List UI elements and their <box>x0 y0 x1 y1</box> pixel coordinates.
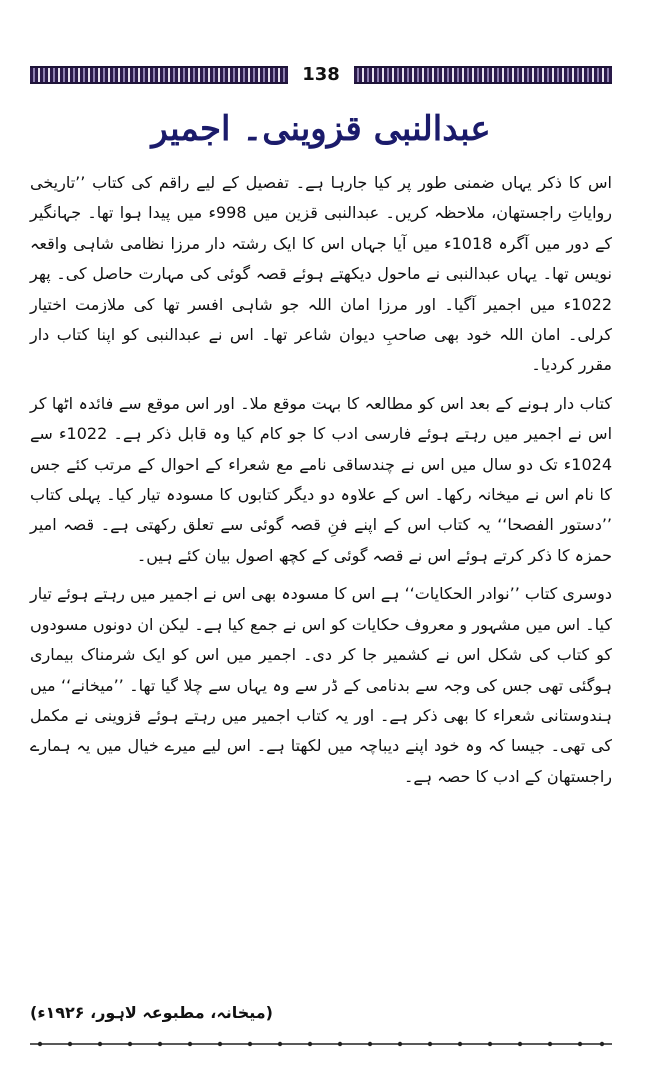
body-text <box>30 168 612 792</box>
ornament-band-left <box>30 66 288 84</box>
paragraph: دوسری کتاب ’’نوادر الحکایات‘‘ ہے اس کا مسودہ بھی اس نے اجمیر میں رہتے ہوئے تیار کیا۔ اس میں مشہور و معروف حکایات کو اس نے جمع کیا ہے۔ لیکن ان دونوں مسودوں کو کتاب کی شکل اس نے کشمیر جا کر دی۔ اجمیر میں اس کو ایک شرمناک بیماری ہوگئی تھی جس کی وجہ سے بدنامی کے ڈر سے وہ یہاں سے چلا گیا تھا۔ ’’میخانے‘‘ میں ہندوستانی شعراء کا بھی ذکر ہے۔ اور یہ کتاب اجمیر میں رہتے ہوئے قزوینی نے مکمل کی تھی۔ جیسا کہ وہ خود اپنے دیباچہ میں لکھتا ہے۔ اس لیے میرے خیال میں یہ ہمارے راجستھان کے ادب کا حصہ ہے۔ <box>30 584 612 786</box>
page-number: 138 <box>302 64 340 85</box>
ornament-band-right <box>354 66 612 84</box>
chapter-title: عبدالنبی قزوینی۔ اجمیر <box>151 109 491 149</box>
footer-ornament-rule <box>30 1040 612 1048</box>
page-header <box>30 62 612 88</box>
paragraph: اس کا ذکر یہاں ضمنی طور پر کیا جارہا ہے۔ تفصیل کے لیے راقم کی کتاب ’’تاریخی روایاتِ راجستھان، ملاحظہ کریں۔ عبدالنبی قزین میں 998ء میں پیدا ہوا تھا۔ جہانگیر کے دور میں آگرہ 1018ء میں آیا جہاں اس کا ایک رشتہ دار مرزا نظامی شاہی واقعہ نویس تھا۔ یہاں عبدالنبی نے ماحول دیکھتے ہوئے قصہ گوئی کی مہارت حاصل کی۔ پھر 1022ء میں اجمیر آگیا۔ اور مرزا امان اللہ جو شاہی افسر تھا کی ملازمت اختیار کرلی۔ امان اللہ خود بھی صاحبِ دیوان شاعر تھا۔ اس نے عبدالنبی کو اپنا کتاب دار مقرر کردیا۔ <box>30 173 613 375</box>
paragraph: کتاب دار ہونے کے بعد اس کو مطالعہ کا بہت موقع ملا۔ اور اس موقع سے فائدہ اٹھا کر اس نے اجمیر میں رہتے ہوئے فارسی ادب کا جو کام کیا وہ قابل ذکر ہے۔ 1022ء سے 1024ء تک دو سال میں اس نے چندساقی نامے مع شعراء کے احوال کے مرتب کئے جس کا نام اس نے میخانہ رکھا۔ اس کے علاوہ دو دیگر کتابوں کا مسودہ تیار کیا۔ پہلی کتاب ’’دستور الفصحا‘‘ یہ کتاب اس کے اپنے فنِ قصہ گوئی سے تعلق رکھتی ہے۔ قصہ امیر حمزہ کا ذکر کرتے ہوئے اس نے قصہ گوئی کے کچھ اصول بیان کئے ہیں۔ <box>30 393 613 565</box>
source-citation: (میخانہ، مطبوعہ لاہور، ۱۹۲۶ء) <box>30 1003 273 1022</box>
